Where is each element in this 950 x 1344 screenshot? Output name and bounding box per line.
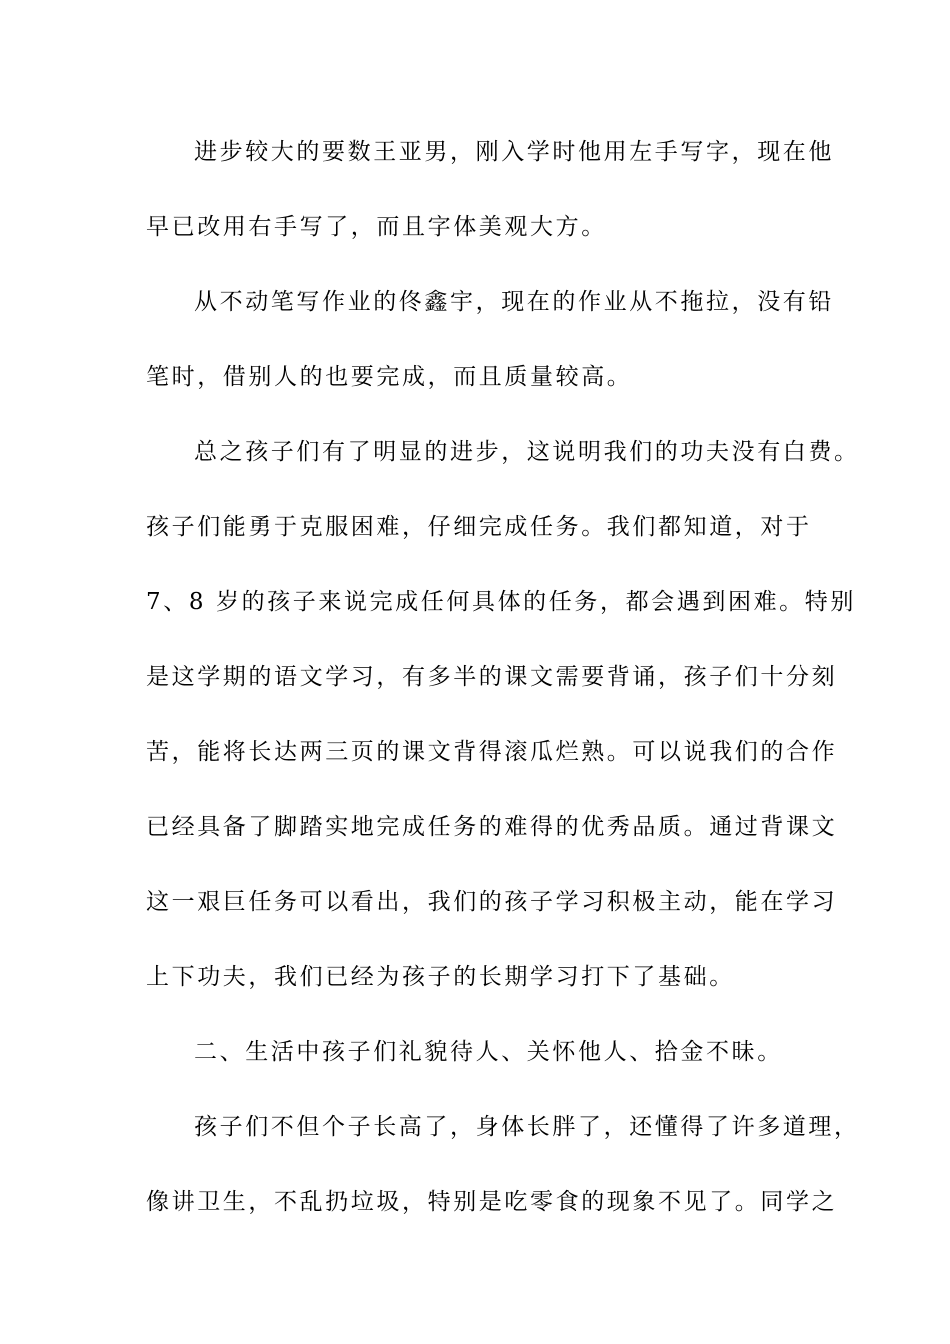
paragraph-line: 这一艰巨任务可以看出，我们的孩子学习积极主动，能在学习 <box>146 889 838 915</box>
paragraph-line: 像讲卫生，不乱扔垃圾，特别是吃零食的现象不见了。同学之 <box>146 1189 838 1215</box>
paragraph-line: 已经具备了脚踏实地完成任务的难得的优秀品质。通过背课文 <box>146 814 838 840</box>
paragraph-line: 孩子们能勇于克服困难，仔细完成任务。我们都知道，对于 <box>146 514 812 540</box>
paragraph-line: 上下功夫，我们已经为孩子的长期学习打下了基础。 <box>146 964 735 990</box>
paragraph-line: 是这学期的语文学习，有多半的课文需要背诵，孩子们十分刻 <box>146 664 838 690</box>
paragraph-line: 总之孩子们有了明显的进步，这说明我们的功夫没有白费。 <box>194 439 860 465</box>
paragraph-line: 孩子们不但个子长高了，身体长胖了，还懂得了许多道理， <box>194 1114 860 1140</box>
paragraph-line: 从不动笔写作业的佟鑫宇，现在的作业从不拖拉，没有铅 <box>194 289 834 315</box>
paragraph-line: 进步较大的要数王亚男，刚入学时他用左手写字，现在他 <box>194 139 834 165</box>
section-heading: 二、生活中孩子们礼貌待人、关怀他人、拾金不昧。 <box>194 1039 783 1065</box>
paragraph-line: 7、8 岁的孩子来说完成任何具体的任务，都会遇到困难。特别 <box>146 589 856 615</box>
paragraph-line: 苦，能将长达两三页的课文背得滚瓜烂熟。可以说我们的合作 <box>146 739 838 765</box>
paragraph-line: 早已改用右手写了，而且字体美观大方。 <box>146 214 607 240</box>
paragraph-line: 笔时，借别人的也要完成，而且质量较高。 <box>146 364 633 390</box>
